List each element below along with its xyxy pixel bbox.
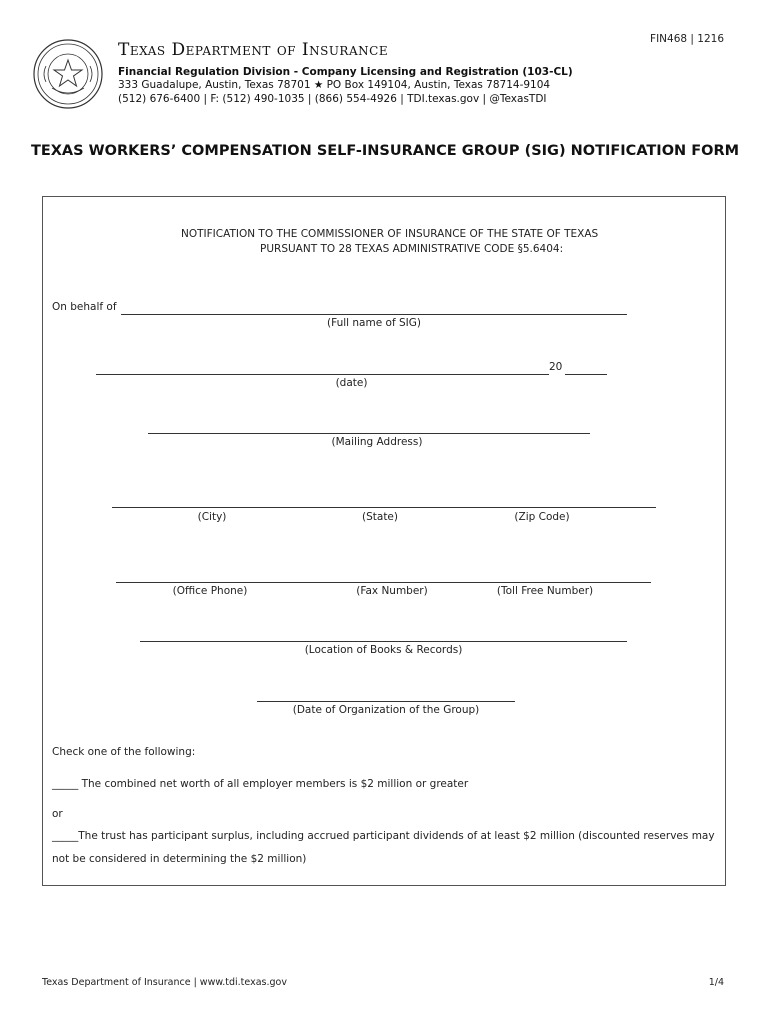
surplus-option-line-1[interactable]: _____The trust has participant surplus, including accrued participant dividends of at least $2 million (discounted reserves may — [52, 830, 715, 842]
footer-agency: Texas Department of Insurance | www.tdi.texas.gov — [42, 977, 287, 988]
notification-line-2: PURSUANT TO 28 TEXAS ADMINISTRATIVE CODE §5.6404: — [260, 243, 564, 255]
on-behalf-label: On behalf of — [52, 301, 117, 313]
year-prefix: 20 — [549, 361, 563, 373]
city-caption: (City) — [197, 511, 227, 523]
or-label: or — [52, 808, 63, 820]
page-number: 1/4 — [708, 977, 724, 988]
organization-date-caption: (Date of Organization of the Group) — [292, 704, 480, 716]
books-records-line[interactable] — [140, 641, 627, 642]
organization-date-line[interactable] — [257, 701, 515, 702]
date-caption: (date) — [335, 377, 368, 389]
office-phone-caption: (Office Phone) — [172, 585, 248, 597]
address-line-1: 333 Guadalupe, Austin, Texas 78701 ★ PO Box 149104, Austin, Texas 78714-9104 — [118, 79, 551, 91]
surplus-option-line-2: not be considered in determining the $2 million) — [52, 853, 307, 865]
state-caption: (State) — [362, 511, 398, 523]
year-line[interactable] — [565, 374, 607, 375]
form-title: TEXAS WORKERS’ COMPENSATION SELF-INSURANCE GROUP (SIG) NOTIFICATION FORM — [30, 143, 740, 159]
check-instruction: Check one of the following: — [52, 746, 196, 758]
zip-caption: (Zip Code) — [514, 511, 570, 523]
phone-numbers-line[interactable] — [116, 582, 651, 583]
division-name: Financial Regulation Division - Company Licensing and Registration (103-CL) — [118, 66, 573, 78]
mailing-address-line[interactable] — [148, 433, 590, 434]
toll-free-caption: (Toll Free Number) — [496, 585, 594, 597]
date-line[interactable] — [96, 374, 549, 375]
form-id: FIN468 | 1216 — [650, 33, 724, 45]
agency-name: Texas Department of Insurance — [118, 40, 389, 60]
notification-line-1: NOTIFICATION TO THE COMMISSIONER OF INSURANCE OF THE STATE OF TEXAS — [181, 228, 599, 240]
full-name-caption: (Full name of SIG) — [327, 317, 421, 329]
net-worth-option[interactable]: _____ The combined net worth of all employer members is $2 million or greater — [52, 778, 469, 790]
mailing-address-caption: (Mailing Address) — [331, 436, 423, 448]
texas-seal-icon — [32, 38, 104, 110]
city-state-zip-line[interactable] — [112, 507, 656, 508]
fax-caption: (Fax Number) — [356, 585, 428, 597]
books-records-caption: (Location of Books & Records) — [304, 644, 463, 656]
full-name-line[interactable] — [121, 314, 627, 315]
address-line-2: (512) 676-6400 | F: (512) 490-1035 | (866) 554-4926 | TDI.texas.gov | @TexasTDI — [118, 93, 547, 105]
